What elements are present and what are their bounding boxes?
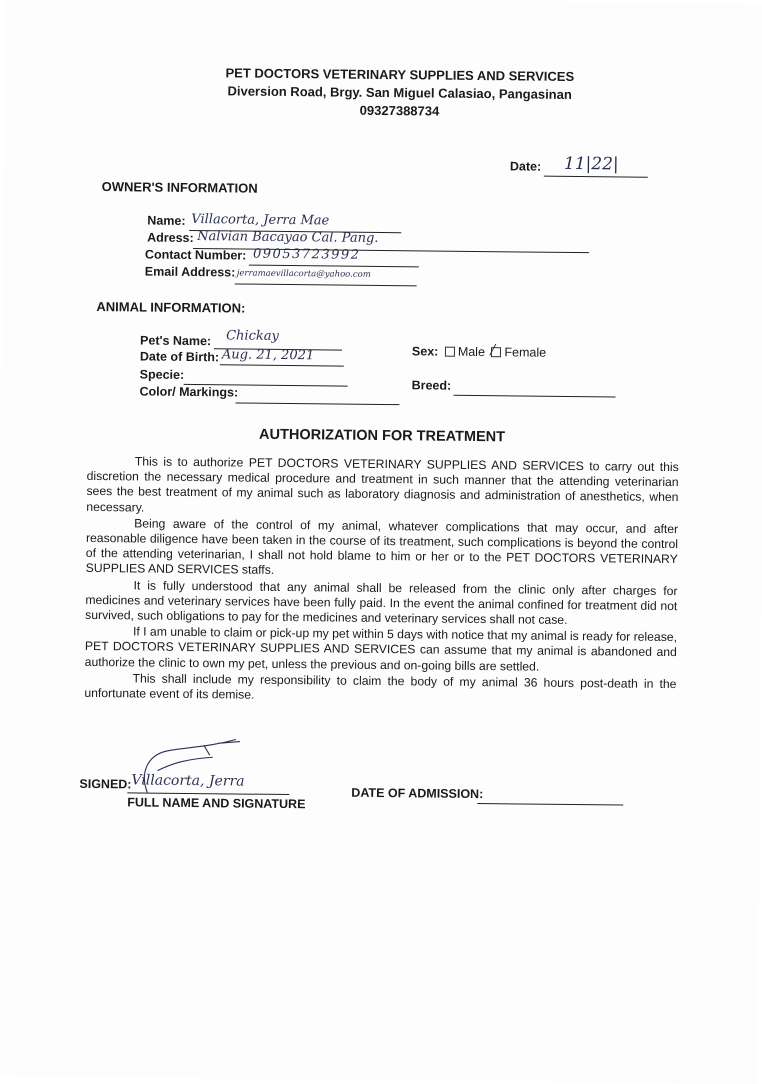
admission-date-label: DATE OF ADMISSION: <box>351 785 484 802</box>
email-label: Email Address: <box>144 264 236 280</box>
contact-value: 09053723992 <box>252 246 361 263</box>
color-line <box>235 402 399 405</box>
email-line <box>235 283 417 286</box>
dob-label: Date of Birth: <box>139 349 220 365</box>
signature-caption: FULL NAME AND SIGNATURE <box>127 795 306 812</box>
female-checkbox[interactable] <box>490 342 501 359</box>
company-phone: 09327388734 <box>359 102 440 119</box>
name-label: Name: <box>147 213 186 228</box>
name-value: Villacorta, Jerra Mae <box>191 211 330 229</box>
pet-name-label: Pet's Name: <box>140 333 212 349</box>
signed-label: SIGNED: <box>79 776 132 792</box>
dob-value: Aug. 21, 2021 <box>221 347 315 364</box>
paragraph-2: Being aware of the control of my animal, whatever complications that may occur, and after reasonable diligence have been taken in the course of its treatment, such complications is beyond the control of the attending veterinarian, I shall not hold blame to him or her or to the PET DOCTORS VETERINARY SUPPLIES AND SERVICES staffs. <box>85 516 679 578</box>
date-line <box>544 176 648 178</box>
paragraph-5: This shall include my responsibility to claim the body of my animal 36 hours post-death in the unfortunate event of its demise. <box>84 671 677 702</box>
admission-date-line <box>477 803 623 806</box>
female-option-label: Female <box>504 345 547 360</box>
paragraph-1: This is to authorize PET DOCTORS VETERINARY SUPPLIES AND SERVICES to carry out this discretion the necessary medical procedure and treatment in such manner that the attending veterinarian sees the best treatment of my animal such as laboratory diagnosis and administration of anesthetics, when necessary. <box>86 454 679 515</box>
sex-field <box>412 344 546 359</box>
signed-value: Villacorta, Jerra <box>131 772 245 790</box>
dob-line <box>220 364 344 366</box>
animal-section-title: ANIMAL INFORMATION: <box>96 299 246 316</box>
color-label: Color/ Markings: <box>139 384 239 400</box>
email-value: jerramaevillacorta@yahoo.com <box>236 268 371 280</box>
paragraph-4: If I am unable to claim or pick-up my pet within 5 days with notice that my animal is ready for release, PET DOCTORS VETERINARY SUPPLIES AND SERVICES can assume that my animal is abandoned and authorize the clinic to own my pet, unless the previous and on-going bills are settled. <box>84 624 678 674</box>
contact-line <box>249 265 419 268</box>
company-address: Diversion Road, Brgy. San Miguel Calasiao, Pangasinan <box>227 83 572 102</box>
male-option-label: Male <box>457 344 486 360</box>
contact-label: Contact Number: <box>144 247 247 263</box>
specie-label: Specie: <box>139 367 185 382</box>
check-mark-icon: / <box>490 342 496 359</box>
authorization-body <box>84 454 679 708</box>
breed-label: Breed: <box>411 378 452 393</box>
date-label: Date: <box>509 159 542 174</box>
letterhead <box>4 62 762 124</box>
date-value: 11|22| <box>563 153 619 175</box>
breed-line <box>454 395 616 398</box>
paragraph-3: It is fully understood that any animal shall be released from the clinic only after charges for medicines and veterinary services have been fully paid. In the event the animal confined for treatment did not survived, such obligations to pay for the medicines and veterinary services shall not case. <box>85 578 678 627</box>
address-label: Adress: <box>147 230 194 246</box>
address-value: Nalvian Bacayao Cal. Pang. <box>197 229 379 246</box>
sex-label: Sex: <box>411 344 439 359</box>
male-checkbox[interactable] <box>445 347 455 357</box>
pet-name-value: Chickay <box>226 328 279 344</box>
authorization-title: AUTHORIZATION FOR TREATMENT <box>259 426 506 446</box>
company-name: PET DOCTORS VETERINARY SUPPLIES AND SERVICES <box>225 65 575 84</box>
owner-section-title: OWNER'S INFORMATION <box>101 179 258 196</box>
